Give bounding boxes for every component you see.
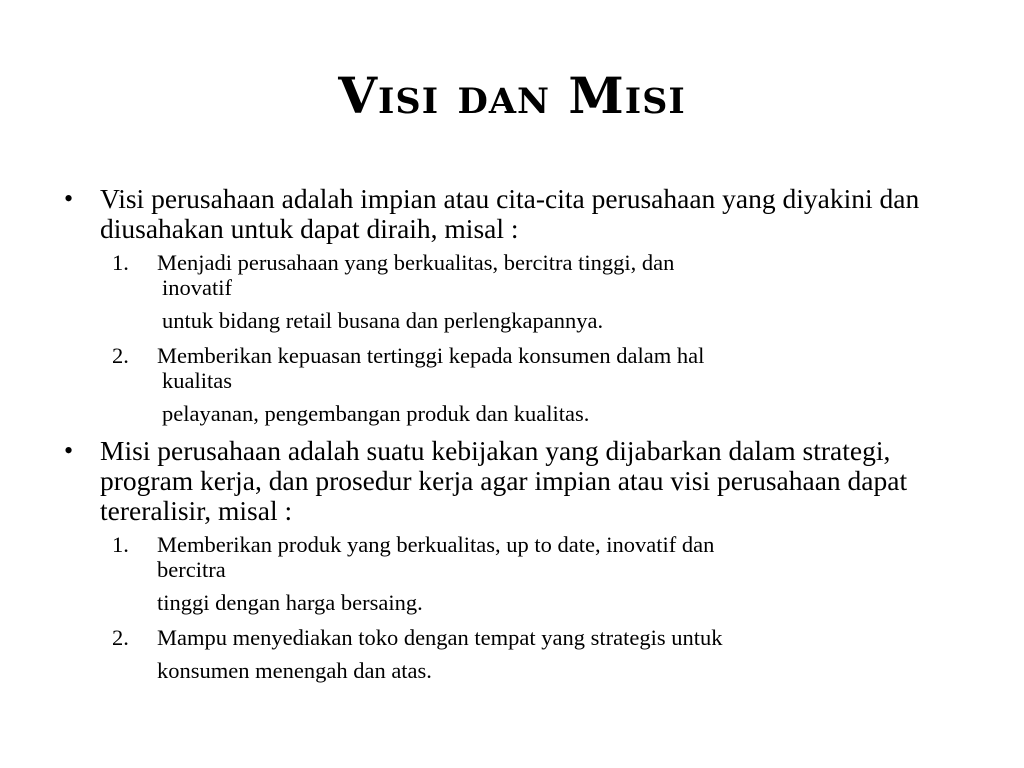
- bullet-misi: [56, 436, 956, 526]
- list-item-continuation: untuk bidang retail busana dan perlengkapannya.: [162, 308, 604, 333]
- bullet-marker: •: [64, 184, 74, 213]
- list-item-line-wrap: kualitas: [162, 368, 232, 393]
- bullet-text: Visi perusahaan adalah impian atau cita-cita perusahaan yang diyakini dan diusahakan untuk dapat diraih, misal :: [100, 183, 920, 244]
- list-item-line: Mampu menyediakan toko dengan tempat yang strategis untuk: [157, 625, 723, 650]
- slide-body: [56, 184, 956, 683]
- list-item-continuation: pelayanan, pengembangan produk dan kualitas.: [162, 401, 590, 426]
- list-item-continuation: tinggi dengan harga bersaing.: [157, 590, 423, 615]
- list-item: [112, 343, 956, 426]
- list-item-number: 1.: [112, 250, 129, 275]
- list-item-number: 2.: [112, 343, 129, 368]
- bullet-text: Misi perusahaan adalah suatu kebijakan yang dijabarkan dalam strategi, program kerja, dan prosedur kerja agar impian atau visi perusahaan dapat tereralisir, misal :: [100, 435, 908, 526]
- list-item-line-wrap: inovatif: [162, 275, 232, 300]
- bullet-visi: [56, 184, 956, 244]
- list-item: [112, 625, 956, 683]
- list-item: [112, 532, 956, 615]
- list-item: [112, 250, 956, 333]
- list-item-number: 2.: [112, 625, 129, 650]
- list-item-continuation: konsumen menengah dan atas.: [157, 658, 432, 683]
- list-item-line: Menjadi perusahaan yang berkualitas, bercitra tinggi, dan: [157, 250, 675, 275]
- misi-numbered-list: [56, 532, 956, 683]
- list-item-line: Memberikan kepuasan tertinggi kepada konsumen dalam hal: [157, 343, 705, 368]
- list-item-number: 1.: [112, 532, 129, 557]
- bullet-marker: •: [64, 436, 74, 465]
- list-item-line: Memberikan produk yang berkualitas, up to date, inovatif dan: [157, 532, 715, 557]
- visi-numbered-list: [56, 250, 956, 426]
- slide-title: Visi dan Misi: [338, 66, 686, 125]
- list-item-line-wrap: bercitra: [157, 557, 226, 582]
